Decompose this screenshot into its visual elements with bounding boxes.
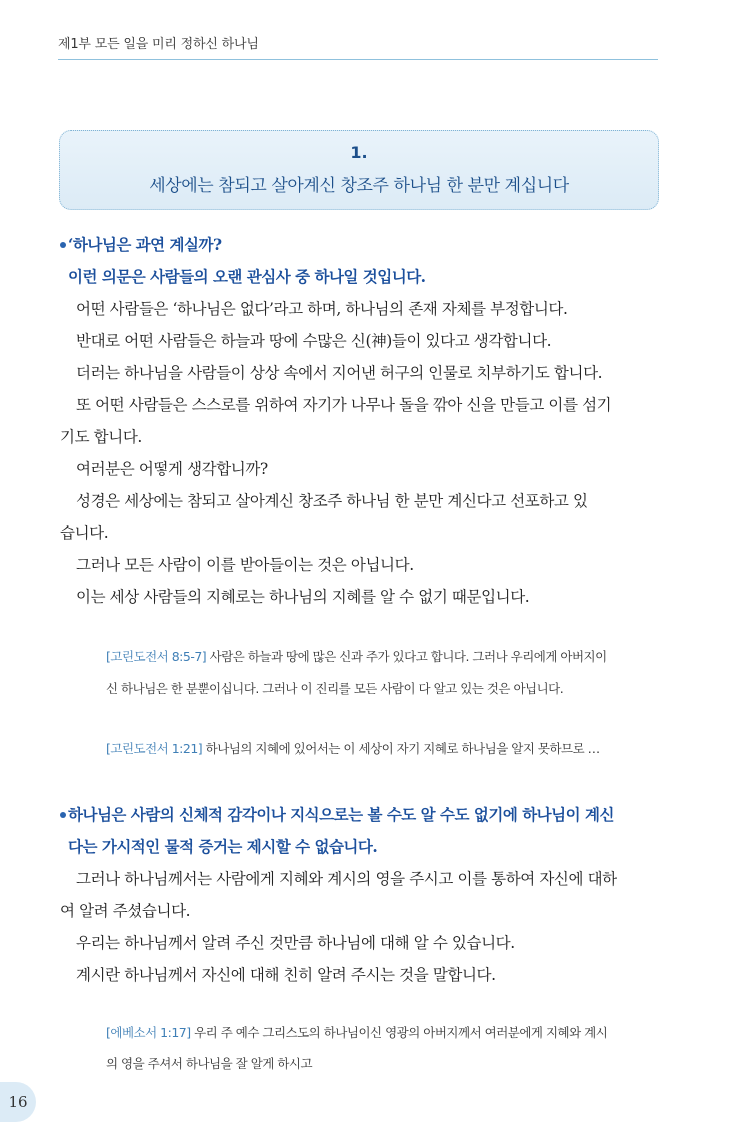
para-1-line: 또 어떤 사람들은 스스로를 위하여 자기가 나무나 돌을 깎아 신을 만들고 이를 섬기: [76, 396, 612, 414]
verse-reference: [고린도전서 8:5-7]: [106, 649, 207, 664]
running-header: 제1부 모든 일을 미리 정하신 하나님: [58, 37, 259, 52]
para-1-line: 기도 합니다.: [60, 428, 142, 446]
verse-reference: [고린도전서 1:21]: [106, 741, 203, 756]
verse-text: 우리 주 예수 그리스도의 하나님이신 영광의 아버지께서 여러분에게 지혜와 계시: [190, 1025, 608, 1040]
header-rule: [58, 59, 658, 60]
para-2-line: 그러나 하나님께서는 사람에게 지혜와 계시의 영을 주시고 이를 통하여 자신에 대하: [76, 870, 617, 888]
para-1-line: 성경은 세상에는 참되고 살아계신 창조주 하나님 한 분만 계신다고 선포하고 있: [76, 492, 588, 510]
verse-quote-3: [106, 1024, 607, 1042]
verse-reference: [에베소서 1:17]: [106, 1025, 191, 1040]
section-number: 1.: [350, 143, 368, 162]
bullet-dot-icon: [60, 242, 66, 248]
para-1-line: 습니다.: [60, 524, 109, 542]
bullet-dot-icon: [60, 812, 66, 818]
para-1-line: 반대로 어떤 사람들은 하늘과 땅에 수많은 신(神)들이 있다고 생각합니다.: [76, 332, 552, 350]
para-2-line: 여 알려 주셨습니다.: [60, 902, 191, 920]
bullet-1-line-2: 이런 의문은 사람들의 오랜 관심사 중 하나일 것입니다.: [68, 267, 426, 286]
bullet-2-line-1: 하나님은 사람의 신체적 감각이나 지식으로는 볼 수도 알 수도 없기에 하나님이 계신: [68, 805, 614, 824]
section-title-box: [59, 130, 659, 210]
page-number: 16: [0, 1082, 36, 1122]
para-2-line: 계시란 하나님께서 자신에 대해 친히 알려 주시는 것을 말합니다.: [76, 966, 496, 984]
bullet-1-line-1: ‘하나님은 과연 계실까?: [68, 235, 222, 254]
verse-quote-1: [106, 648, 607, 666]
para-1-line: 여러분은 어떻게 생각합니까?: [76, 460, 268, 478]
verse-text: 하나님의 지혜에 있어서는 이 세상이 자기 지혜로 하나님을 알지 못하므로 …: [202, 741, 600, 756]
bullet-2-line-2: 다는 가시적인 물적 증거는 제시할 수 없습니다.: [68, 837, 378, 856]
para-1-line: 더러는 하나님을 사람들이 상상 속에서 지어낸 허구의 인물로 치부하기도 합니다.: [76, 364, 603, 382]
verse-text: 사람은 하늘과 땅에 많은 신과 주가 있다고 합니다. 그러나 우리에게 아버지이: [206, 649, 607, 664]
verse-quote-3-cont: 의 영을 주셔서 하나님을 잘 알게 하시고: [106, 1056, 313, 1071]
para-1-line: 그러나 모든 사람이 이를 받아들이는 것은 아닙니다.: [76, 556, 414, 574]
verse-quote-1-cont: 신 하나님은 한 분뿐이십니다. 그러나 이 진리를 모든 사람이 다 알고 있는 것은 아닙니다.: [106, 681, 564, 696]
para-2-line: 우리는 하나님께서 알려 주신 것만큼 하나님에 대해 알 수 있습니다.: [76, 934, 515, 952]
para-1-line: 어떤 사람들은 ‘하나님은 없다’라고 하며, 하나님의 존재 자체를 부정합니다.: [76, 300, 568, 318]
para-1-line: 이는 세상 사람들의 지혜로는 하나님의 지혜를 알 수 없기 때문입니다.: [76, 588, 530, 606]
verse-quote-2: [106, 740, 600, 758]
section-title: 세상에는 참되고 살아계신 창조주 하나님 한 분만 계십니다: [149, 176, 569, 196]
